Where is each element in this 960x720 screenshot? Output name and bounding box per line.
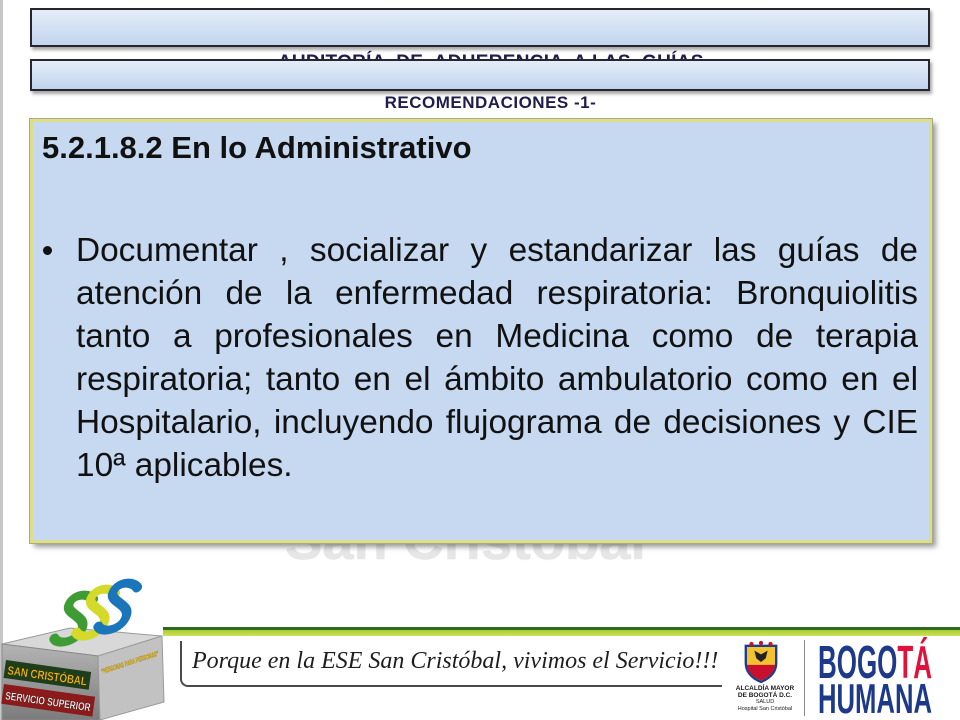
section-heading: 5.2.1.8.2 En lo Administrativo — [42, 130, 472, 165]
title-banner — [30, 8, 930, 47]
alcaldia-line-3: SALUD — [755, 699, 775, 705]
bullet-text: Documentar , socializar y estandarizar las guías de atención de la enfermedad respiratoria: Bronquiolitis tanto a profesionales en Medicina como de terapia respiratoria; tanto en el ámbito ambulatorio como en el Hospitalario, incluyendo flujograma de decisiones y CIE 10ª aplicables. — [76, 232, 918, 484]
alcaldia-line-4: Hospital San Cristóbal — [737, 706, 793, 712]
subtitle-banner — [30, 59, 930, 112]
logo-name: SAN CRISTÓBAL — [6, 663, 107, 691]
bullet-icon — [43, 246, 52, 255]
footer-tagline: Porque en la ESE San Cristóbal, vivimos el Servicio!!! — [180, 641, 722, 687]
bogota-humana-logo — [814, 636, 940, 718]
alcaldia-line-1: ALCALDÍA MAYOR — [735, 685, 795, 692]
city-logo-line-1: BOGOTÁ — [818, 636, 932, 688]
logo-slogan: SERVICIO SUPERIOR — [4, 690, 118, 718]
footer-divider — [804, 640, 805, 716]
alcaldia-logo-text — [726, 685, 804, 713]
footer-stripe — [163, 627, 960, 636]
alcaldia-line-2: DE BOGOTÁ D.C. — [737, 692, 793, 699]
slide-subtitle: RECOMENDACIONES -1- — [384, 93, 597, 112]
content-box — [30, 119, 932, 543]
logo-motto: “PERSONAS PARA PERSONAS” — [100, 635, 206, 676]
city-logo-line-2: HUMANA — [818, 675, 932, 720]
hospital-logo — [0, 578, 206, 720]
alcaldia-shield-icon — [742, 640, 780, 684]
